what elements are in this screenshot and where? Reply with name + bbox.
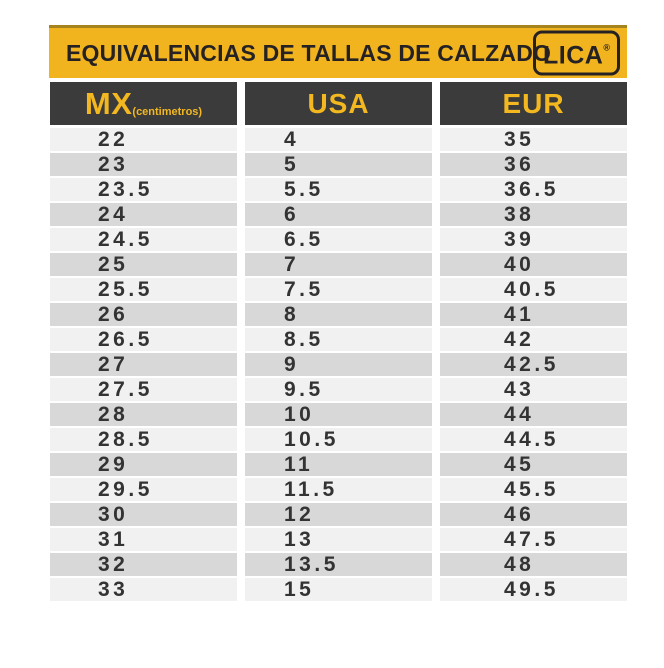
page-title: EQUIVALENCIAS DE TALLAS DE CALZADO [66,39,552,66]
table-cell: 44.5 [440,428,627,451]
table-cell: 25 [50,253,237,276]
table-cell: 36 [440,153,627,176]
table-cell: 28.5 [50,428,237,451]
title-banner [49,25,627,78]
table-cell: 35 [440,128,627,151]
table-cell: 6 [245,203,432,226]
column-header-mx-unit: (centimetros) [132,106,203,118]
table-cell: 9.5 [245,378,432,401]
column-header-mx [50,82,237,125]
table-cell: 23.5 [50,178,237,201]
table-cell: 25.5 [50,278,237,301]
table-row [50,353,627,376]
table-cell: 11 [245,453,432,476]
table-cell: 13.5 [245,553,432,576]
table-cell: 27 [50,353,237,376]
table-row [50,153,627,176]
table-row [50,278,627,301]
table-cell: 38 [440,203,627,226]
table-cell: 23 [50,153,237,176]
table-cell: 26 [50,303,237,326]
table-cell: 7 [245,253,432,276]
registered-trademark-icon: ® [603,42,610,53]
table-row [50,178,627,201]
table-cell: 48 [440,553,627,576]
column-header-usa [245,82,432,125]
lica-logo [533,31,620,76]
table-cell: 41 [440,303,627,326]
table-cell: 33 [50,578,237,601]
table-row [50,203,627,226]
lica-logo-text: LICA [543,41,604,70]
table-cell: 13 [245,528,432,551]
table-cell: 8.5 [245,328,432,351]
table-cell: 44 [440,403,627,426]
table-row [50,403,627,426]
table-row [50,228,627,251]
table-row [50,453,627,476]
table-cell: 42 [440,328,627,351]
table-cell: 10 [245,403,432,426]
table-row [50,328,627,351]
table-row [50,553,627,576]
table-cell: 27.5 [50,378,237,401]
table-cell: 24.5 [50,228,237,251]
table-row [50,503,627,526]
table-row [50,578,627,601]
table-cell: 29.5 [50,478,237,501]
table-cell: 46 [440,503,627,526]
column-header-eur-label: EUR [502,87,565,119]
table-cell: 32 [50,553,237,576]
table-cell: 4 [245,128,432,151]
table-row [50,378,627,401]
table-cell: 9 [245,353,432,376]
table-cell: 36.5 [440,178,627,201]
table-cell: 28 [50,403,237,426]
table-cell: 8 [245,303,432,326]
table-cell: 30 [50,503,237,526]
table-cell: 7.5 [245,278,432,301]
table-cell: 45 [440,453,627,476]
table-cell: 43 [440,378,627,401]
table-row [50,528,627,551]
size-equivalence-table [50,82,627,603]
table-cell: 11.5 [245,478,432,501]
table-row [50,428,627,451]
table-row [50,253,627,276]
table-cell: 6.5 [245,228,432,251]
table-cell: 26.5 [50,328,237,351]
table-cell: 5 [245,153,432,176]
table-row [50,478,627,501]
column-header-eur [440,82,627,125]
table-cell: 29 [50,453,237,476]
table-cell: 49.5 [440,578,627,601]
table-row [50,303,627,326]
table-cell: 15 [245,578,432,601]
table-cell: 39 [440,228,627,251]
table-cell: 47.5 [440,528,627,551]
table-row [50,128,627,151]
table-cell: 42.5 [440,353,627,376]
table-cell: 10.5 [245,428,432,451]
table-cell: 24 [50,203,237,226]
table-cell: 40 [440,253,627,276]
table-cell: 31 [50,528,237,551]
table-header-row [50,82,627,128]
table-cell: 5.5 [245,178,432,201]
column-header-mx-label: MX [84,85,133,121]
table-cell: 45.5 [440,478,627,501]
table-cell: 22 [50,128,237,151]
column-header-usa-label: USA [307,87,370,119]
table-body [50,128,627,601]
table-cell: 12 [245,503,432,526]
table-cell: 40.5 [440,278,627,301]
